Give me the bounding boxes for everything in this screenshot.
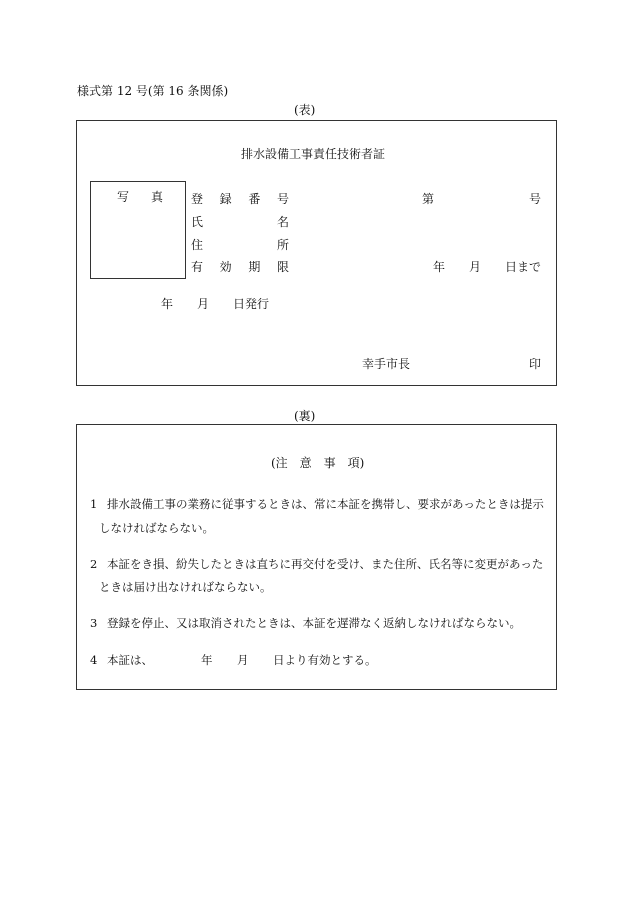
note-4-day: 日より有効とする。 <box>273 653 377 667</box>
note-2-number: 2 <box>90 557 98 571</box>
issue-year: 年 <box>161 297 174 311</box>
field-label-validity-period: 有 効 期 限 <box>191 260 289 274</box>
note-2-line-1: 本証をき損、紛失したときは直ちに再交付を受け、また住所、氏名等に変更があった <box>107 557 544 571</box>
registration-prefix: 第 <box>422 192 435 206</box>
seal-mark: 印 <box>529 357 542 371</box>
back-side-label: (裏) <box>294 409 316 423</box>
issue-month: 月 <box>197 297 210 311</box>
note-2-line-2: ときは届け出なければならない。 <box>99 580 272 594</box>
note-1-line-2: しなければならない。 <box>99 521 214 535</box>
note-3-number: 3 <box>90 616 98 630</box>
photo-box <box>90 181 186 279</box>
registration-suffix: 号 <box>529 192 542 206</box>
note-1-line-1: 排水設備工事の業務に従事するときは、常に本証を携帯し、要求があったときは提示 <box>107 497 544 511</box>
form-number: 様式第 12 号(第 16 条関係) <box>77 84 229 98</box>
field-label-address: 住 所 <box>191 238 289 252</box>
note-4-month: 月 <box>237 653 249 667</box>
validity-day: 日まで <box>505 260 542 274</box>
note-1-number: 1 <box>90 497 98 511</box>
issuer: 幸手市長 <box>362 357 411 371</box>
photo-label-2: 真 <box>151 190 164 204</box>
photo-label-1: 写 <box>117 190 130 204</box>
note-4-line-1: 本証は、 <box>107 653 153 667</box>
field-label-registration-number: 登 録 番 号 <box>191 192 289 206</box>
validity-year: 年 <box>433 260 446 274</box>
note-4-number: 4 <box>90 653 98 667</box>
front-side-label: (表) <box>294 103 316 117</box>
front-card <box>76 120 557 386</box>
back-card <box>76 424 557 690</box>
note-3-line-1: 登録を停止、又は取消されたときは、本証を遅滞なく返納しなければならない。 <box>107 616 521 630</box>
field-label-name: 氏 名 <box>191 215 289 229</box>
note-4-year: 年 <box>201 653 213 667</box>
notes-heading: (注 意 事 項) <box>271 456 365 470</box>
validity-month: 月 <box>469 260 482 274</box>
issue-day: 日発行 <box>233 297 270 311</box>
card-title: 排水設備工事責任技術者証 <box>241 147 386 161</box>
